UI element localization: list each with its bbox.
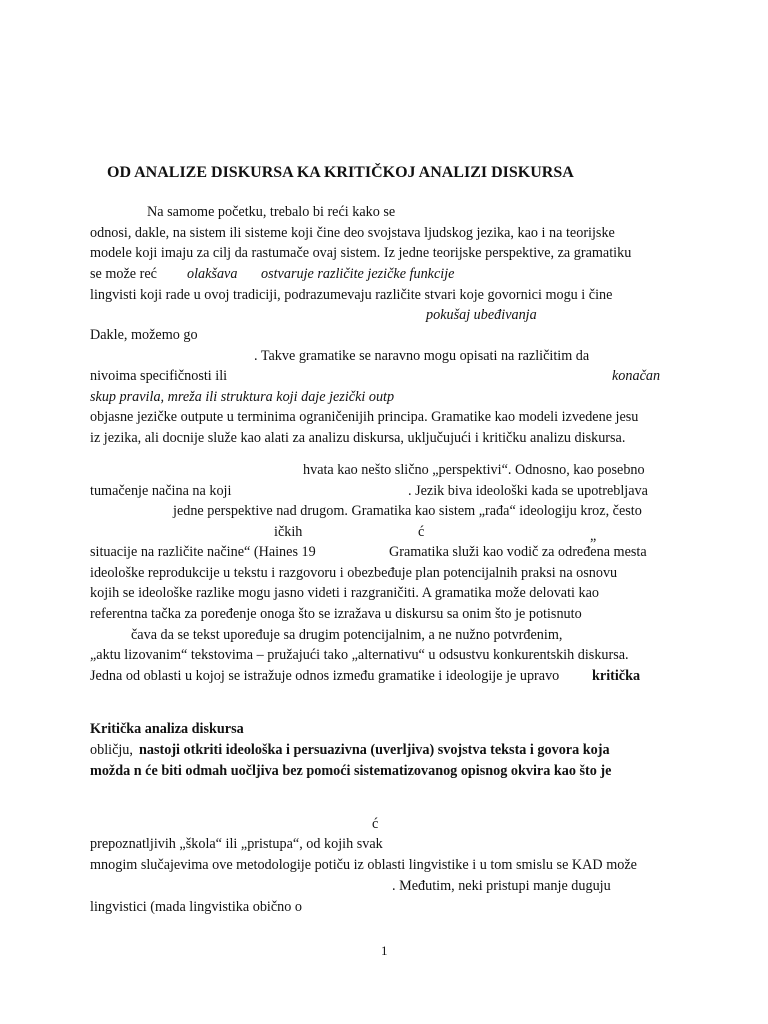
text-line: „aktu lizovanim“ tekstovima – pružajući tako „alternativu“ u odsustvu konkurentskih diskursa. (90, 647, 629, 663)
text-line: situacije na različite načine“ (Haines 19 (90, 544, 316, 560)
text-line: prepoznatljivih „škola“ ili „pristupa“, od kojih svak (90, 836, 383, 852)
text-line: ideološke reprodukcije u tekstu i razgovoru i obezbeđuje plan potencijalnih praksi na osnovu (90, 565, 618, 581)
text-line: lingvisti koji rade u ovoj tradiciji, podrazumevaju različite stvari koje govornici mogu i čine (90, 287, 613, 303)
text-line: kojih se ideološke razlike mogu jasno videti i razgraničiti. A gramatika može delovati kao (90, 585, 600, 601)
text-line: referentna tačka za poređenje onoga što se izražava u diskursu sa onim što je potisnuto (90, 606, 582, 622)
text-line: hvata kao nešto slično „perspektivi“. Odnosno, kao posebno (303, 462, 645, 478)
text-line: obličju, (90, 742, 133, 758)
text-line: . Takve gramatike se naravno mogu opisati na različitim da (254, 348, 590, 364)
section-heading: Kritička analiza diskursa (90, 721, 244, 737)
text-line: . Jezik biva ideološki kada se upotrebljava (408, 483, 648, 499)
text-line-italic: skup pravila, mreža ili struktura koji daje jezički outp (90, 389, 395, 405)
text-line-italic: ostvaruje različite jezičke funkcije (261, 266, 455, 282)
text-line: Gramatika služi kao vodič za određena mesta (389, 544, 647, 560)
text-line-bold: nastoji otkriti ideološka i persuazivna (uverljiva) svojstva teksta i govora koja (139, 742, 610, 758)
text-line: modele koji imaju za cilj da rastumače ovaj sistem. Iz jedne teorijske perspektive, za gramatiku (90, 245, 632, 261)
text-line: Dakle, možemo go (90, 327, 198, 343)
text-line: tumačenje načina na koji (90, 483, 232, 499)
text-line: objasne jezičke outpute u terminima ograničenijih principa. Gramatike kao modeli izvedene jesu (90, 409, 639, 425)
text-line: Jedna od oblasti u kojoj se istražuje odnos između gramatike i ideologije je upravo (90, 668, 560, 684)
text-line: nivoima specifičnosti ili (90, 368, 228, 384)
text-line-bold: kritička (592, 668, 641, 684)
text-line: se može reć (90, 266, 157, 282)
text-line: Na samome početku, trebalo bi reći kako se (147, 204, 396, 220)
page-number: 1 (381, 943, 388, 958)
text-line: . Međutim, neki pristupi manje duguju (392, 878, 611, 894)
text-line-italic: konačan (612, 368, 661, 384)
text-line: ičkih (274, 524, 303, 540)
text-line: odnosi, dakle, na sistem ili sisteme koji čine deo svojstava ljudskog jezika, kao i na teorijske (90, 225, 615, 241)
text-line: jedne perspektive nad drugom. Gramatika kao sistem „rađa“ ideologiju kroz, često (173, 503, 642, 519)
text-line: iz jezika, ali docnije služe kao alati za analizu diskursa, uključujući i kritičku analizu diskursa. (90, 430, 626, 446)
text-line: mnogim slučajevima ove metodologije potiču iz oblasti lingvistike i u tom smislu se KAD može (90, 857, 637, 873)
text-line: čava da se tekst upoređuje sa drugim potencijalnim, a ne nužno potvrđenim, (131, 627, 563, 643)
text-line: lingvistici (mada lingvistika obično o (90, 899, 302, 915)
text-line: „ (590, 528, 597, 544)
text-line-italic: olakšava (187, 266, 238, 282)
text-line-bold: možda n će biti odmah uočljiva bez pomoći sistematizovanog opisnog okvira kao što je (90, 763, 612, 779)
text-line: ć (372, 816, 379, 832)
document-title: OD ANALIZE DISKURSA KA KRITIČKOJ ANALIZI DISKURSA (107, 164, 574, 181)
text-line-italic: pokušaj ubeđivanja (426, 307, 537, 323)
text-line: ć (418, 524, 425, 540)
